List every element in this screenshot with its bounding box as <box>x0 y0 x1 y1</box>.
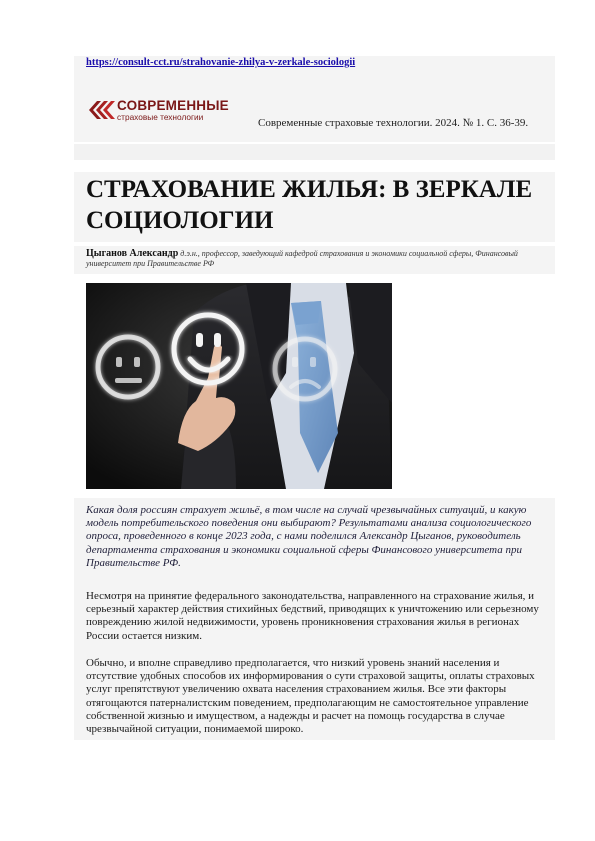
lead-paragraph: Какая доля россиян страхует жильё, в том числе на случай чрезвычайных ситуаций, и какую модель потребительского поведения они выбирают? Результатами анализа социологического опроса, проведенного в конце 2023 года, с нами поделился Александр Цыганов, руководитель департамента страхования и экономики социальной сферы Финансового университета при Правительстве РФ. <box>86 504 532 569</box>
journal-logo <box>89 98 229 122</box>
logo-text-line2: страховые технологии <box>117 112 204 122</box>
body-paragraph-2: Обычно, и вполне справедливо предполагается, что низкий уровень знаний населения и отсутствие удобных способов их информирования о сути страховой защиты, оплаты страховых услуг препятствуют увеличению охвата населения страхованием жилья. Все эти факторы отягощаются патерналистским поведением, предполагающим не самостоятельное управление собственной жизнью и имуществом, а надежды и расчет на помощь государства в случае чрезвычайной ситуации, понимаемой широко. <box>86 657 535 736</box>
author-block <box>86 249 550 269</box>
article-photo <box>86 283 392 489</box>
body-paragraph-1: Несмотря на принятие федерального законодательства, направленного на страхование жилья, и серьезный характер действия стихийных бедствий, приводящих к уничтожению или серьезному повреждению жилой недвижимости, уровень проникновения страхования жилья в регионах России остается низким. <box>86 590 539 642</box>
separator-band <box>74 144 555 160</box>
source-link[interactable]: https://consult-cct.ru/strahovanie-zhilya-v-zerkale-sociologii <box>86 57 356 68</box>
author-name: Цыганов Александр <box>86 248 179 259</box>
logo-mark-icon <box>89 99 117 121</box>
article-title: СТРАХОВАНИЕ ЖИЛЬЯ: В ЗЕРКАЛЕ СОЦИОЛОГИИ <box>86 176 533 234</box>
author-description: д.э.н., профессор, заведующий кафедрой страхования и экономики социальной сферы, Финансовый университет при Правительстве РФ <box>86 249 518 268</box>
smiley-selection-image <box>86 283 392 489</box>
journal-reference: Современные страховые технологии. 2024. № 1. С. 36-39. <box>258 117 529 129</box>
logo-text-line1: СОВРЕМЕННЫЕ <box>117 98 229 113</box>
